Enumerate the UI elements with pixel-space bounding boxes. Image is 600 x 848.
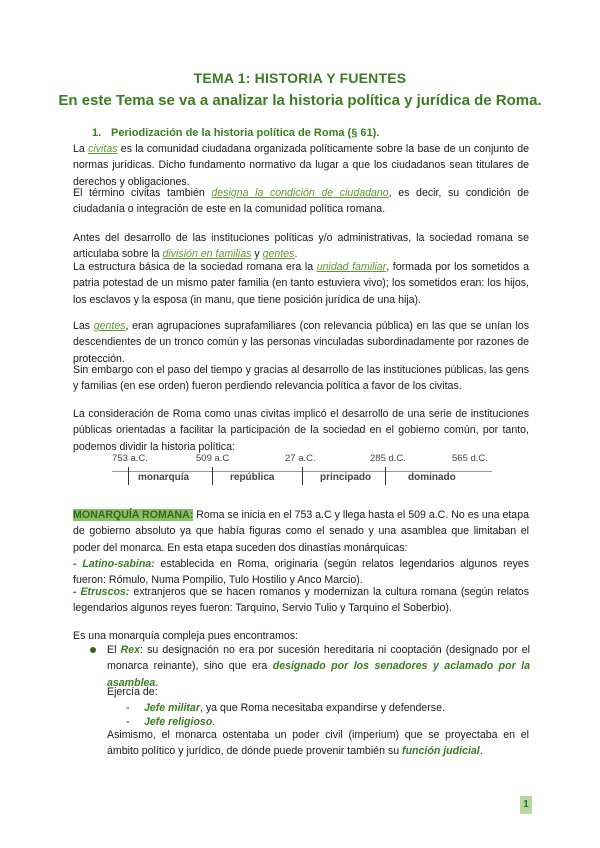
timeline-period: principado xyxy=(320,472,372,483)
timeline-separator xyxy=(302,467,303,485)
text-run: establecida en Roma, originaria (según relatos legendarios algunos reyes fueron: Rómulo, Numa Pompilio, Tulo Hostilio y Anco Marcio). xyxy=(73,558,529,587)
ejercia-label: Ejercía de: xyxy=(107,686,158,698)
text-run: . xyxy=(212,716,216,728)
timeline-separator xyxy=(128,467,129,485)
civil-emphasis: función judicial xyxy=(402,745,480,758)
paragraph-poder-civil xyxy=(107,727,529,760)
paragraph-unidad-familiar xyxy=(73,259,529,308)
link-gentes-2[interactable]: gentes xyxy=(93,320,126,332)
link-unidad-familiar[interactable]: unidad familiar xyxy=(316,261,387,273)
section-heading xyxy=(92,127,379,139)
paragraph-etruscos xyxy=(73,584,529,617)
paragraph-civitas-term xyxy=(73,185,529,218)
doc-subtitle: En este Tema se va a analizar la historia política y jurídica de Roma. xyxy=(58,92,542,109)
text-run: es la comunidad ciudadana organizada políticamente sobre la base de un conjunto de normas jurídicas. Dicho fundamento normativo da lugar a que los ciudadanos sean titulares de derechos y obligaciones. xyxy=(73,143,529,188)
paragraph-civitas xyxy=(73,141,529,190)
link-civitas[interactable]: civitas xyxy=(88,143,118,155)
paragraph-gentes xyxy=(73,318,529,367)
text-run: y xyxy=(251,248,263,261)
timeline-period: república xyxy=(230,472,275,483)
monarquia-label: MONARQUÍA ROMANA: xyxy=(73,509,194,521)
text-run: . xyxy=(294,248,298,261)
dash-icon: - xyxy=(126,702,130,714)
text-run: Las xyxy=(73,320,94,332)
text-run: Asimismo, el monarca ostentaba un poder civil (imperium) que se proyectaba en el ámbito político y jurídico, de dónde puede provenir también su xyxy=(107,729,529,758)
text-run: La estructura básica de la sociedad romana era la xyxy=(73,261,317,273)
text-run: , ya que Roma necesitaba expandirse y defenderse. xyxy=(199,702,445,714)
text-run: . xyxy=(155,676,159,689)
rex-emphasis: designado por los senadores y aclamado por la asamblea xyxy=(107,660,531,689)
paragraph-antes xyxy=(73,230,529,263)
timeline-date: 753 a.C. xyxy=(112,453,148,464)
timeline-separator xyxy=(385,467,386,485)
timeline-date: 509 a.C xyxy=(196,453,230,464)
timeline-period: dominado xyxy=(408,472,456,483)
page-number: 1 xyxy=(520,796,532,814)
timeline-period: monarquía xyxy=(138,472,190,483)
text-run: , eran agrupaciones suprafamiliares (con relevancia pública) en las que se unían los descendientes de un tronco común y las personas vinculadas subordinadamente por razones de protección. xyxy=(73,320,529,365)
text-run: , es decir, su condición de ciudadanía o integración de este en la comunidad política romana. xyxy=(73,187,529,216)
text-run: extranjeros que se hacen romanos y modernizan la cultura romana (según relatos legendarios algunos reyes fueron: Tarquino, Servio Tulio y Tarquino el Soberbio). xyxy=(73,586,530,615)
paragraph-sin-embargo: Sin embargo con el paso del tiempo y gracias al desarrollo de las instituciones públicas, las gens y familias (en ese orden) fueron perdiendo relevancia política a favor de los civitas. xyxy=(73,364,529,393)
text-run: El xyxy=(107,644,121,656)
dynasty-label: - Latino-sabina: xyxy=(73,558,155,570)
section-text: Periodización de la historia política de Roma (§ 61). xyxy=(111,127,380,139)
text-run: La xyxy=(73,143,89,155)
text-run: , formada por los sometidos a patria potestad de un mismo pater familia (en tanto estuviera vivo); los sometidos eran: los hijos, los esclavos y la esposa (in manu, que tiene posición jurídica de una hija). xyxy=(73,261,529,306)
section-number: 1. xyxy=(92,127,102,139)
doc-title: TEMA 1: HISTORIA Y FUENTES xyxy=(193,70,407,86)
sub-label: Jefe militar xyxy=(144,702,200,714)
text-run: : su designación no era por sucesión hereditaria ni cooptación (designado por el monarca reinante), sino que era xyxy=(107,644,530,673)
sub-label: Jefe religioso xyxy=(144,716,213,728)
paragraph-compleja: Es una monarquía compleja pues encontramos: xyxy=(73,630,298,642)
text-run: Antes del desarrollo de las instituciones políticas y/o administrativas, la sociedad romana se articulaba sobre la xyxy=(73,232,529,261)
dynasty-label: - Etruscos: xyxy=(73,586,130,598)
text-run: Roma se inicia en el 753 a.C y llega hasta el 509 a.C. No es una etapa de gobierno absoluto ya que había figuras como el senado y una asamblea que limitaban el poder del monarca. En esta etapa suceden dos dinastías monárquicas: xyxy=(73,509,529,554)
periodization-timeline xyxy=(112,453,492,491)
link-condicion-ciudadano[interactable]: designa la condición de ciudadano xyxy=(211,187,389,199)
timeline-date: 285 d.C. xyxy=(370,453,406,464)
bullet-icon xyxy=(90,647,96,653)
link-division-familias[interactable]: división en familias xyxy=(162,248,252,261)
text-run: . xyxy=(479,745,483,758)
text-run: El término civitas también xyxy=(73,187,212,199)
paragraph-consideracion: La consideración de Roma como unas civitas implicó el desarrollo de una serie de instituciones públicas orientadas a facilitar la participación de la sociedad en el gobierno común, por tanto, podemos dividir la historia política: xyxy=(73,408,529,453)
paragraph-monarquia xyxy=(73,507,529,556)
timeline-date: 565 d.C. xyxy=(452,453,488,464)
timeline-date: 27 a.C. xyxy=(285,453,316,464)
dash-icon: - xyxy=(126,716,130,728)
link-gentes[interactable]: gentes xyxy=(262,248,295,261)
rex-label: Rex xyxy=(120,644,140,656)
timeline-separator xyxy=(212,467,213,485)
